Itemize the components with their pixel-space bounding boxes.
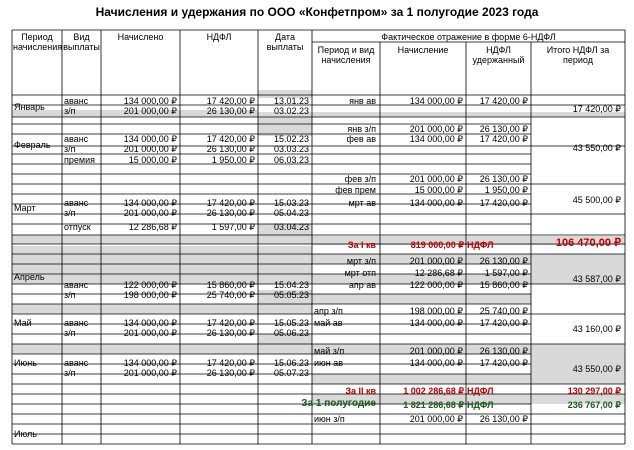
row-type: з/п <box>64 290 76 300</box>
header-fact-group: Фактическое отражение в форме 6-НДФЛ <box>381 32 556 42</box>
total-jan: 17 420,00 ₽ <box>572 104 621 114</box>
fact-withheld: 17 420,00 ₽ <box>479 318 528 328</box>
fact-accrual: 134 000,00 ₽ <box>409 358 463 368</box>
q2-accrued: 1 002 286,68 ₽ <box>403 386 464 396</box>
row-accrued: 122 000,00 ₽ <box>123 280 177 290</box>
fact-period: апр з/п <box>314 306 343 316</box>
fact-withheld: 17 420,00 ₽ <box>479 358 528 368</box>
fact-withheld: 26 130,00 ₽ <box>479 346 528 356</box>
row-paydate: 15.02.23 <box>273 134 309 144</box>
row-ndfl: 26 130,00 ₽ <box>206 144 255 154</box>
row-ndfl: 1 950,00 ₽ <box>211 155 255 165</box>
row-ndfl: 17 420,00 ₽ <box>206 358 255 368</box>
row-ndfl: 17 420,00 ₽ <box>206 318 255 328</box>
row-type: аванс <box>64 96 89 106</box>
fact-withheld: 26 130,00 ₽ <box>479 124 528 134</box>
row-type: аванс <box>64 280 89 290</box>
row-type: з/п <box>64 368 76 378</box>
fact-accrual: 201 000,00 ₽ <box>409 124 463 134</box>
gray-band <box>12 344 312 354</box>
row-type: з/п <box>64 208 76 218</box>
fact-withheld: 15 860,00 ₽ <box>479 280 528 290</box>
fact-accrual: 134 000,00 ₽ <box>409 318 463 328</box>
header-ndfl: НДФЛ <box>206 32 232 42</box>
fact-withheld: 1 950,00 ₽ <box>484 185 528 195</box>
fact-period: апр ав <box>348 280 376 290</box>
fact-period: фев ав <box>346 134 376 144</box>
row-paydate: 03.04.23 <box>273 222 309 232</box>
h1-label: За 1 полугодие <box>301 398 376 409</box>
fact-withheld: 17 420,00 ₽ <box>479 198 528 208</box>
row-accrued: 15 000,00 ₽ <box>128 155 177 165</box>
row-type: з/п <box>64 106 76 116</box>
q1-label: За I кв <box>347 240 376 250</box>
q2-ndfl-label: НДФЛ <box>467 386 494 396</box>
row-type: премия <box>64 155 95 165</box>
fact-withheld: 1 597,00 ₽ <box>484 268 528 278</box>
row-ndfl: 15 860,00 ₽ <box>206 280 255 290</box>
row-paydate: 03.03.23 <box>273 144 309 154</box>
fact-accrual: 201 000,00 ₽ <box>409 346 463 356</box>
row-paydate: 05.07.23 <box>273 368 309 378</box>
fact-period: янв ав <box>349 96 376 106</box>
row-ndfl: 26 130,00 ₽ <box>206 106 255 116</box>
fact-period: июн ав <box>314 358 344 368</box>
h1-ndfl-label: НДФЛ <box>467 400 494 410</box>
month-jan: Январь <box>14 102 45 112</box>
row-accrued: 201 000,00 ₽ <box>123 208 177 218</box>
fact-period: янв з/п <box>347 124 376 134</box>
header-fact-period: Период и вид начисления <box>317 45 375 65</box>
row-accrued: 201 000,00 ₽ <box>123 106 177 116</box>
fact-accrual: 134 000,00 ₽ <box>409 198 463 208</box>
month-jun: Июнь <box>14 358 37 368</box>
gray-band <box>312 294 531 304</box>
fact-period: мрт отп <box>344 268 376 278</box>
fact-accrual: 12 286,68 ₽ <box>414 268 463 278</box>
fact-period: мрт ав <box>348 198 376 208</box>
row-accrued: 201 000,00 ₽ <box>123 368 177 378</box>
fact-accrual: 134 000,00 ₽ <box>409 96 463 106</box>
row-type: з/п <box>64 144 76 154</box>
row-ndfl: 26 130,00 ₽ <box>206 328 255 338</box>
row-accrued: 201 000,00 ₽ <box>123 144 177 154</box>
row-accrued: 12 286,68 ₽ <box>128 222 177 232</box>
row-type: з/п <box>64 328 76 338</box>
row-type: аванс <box>64 134 89 144</box>
row-ndfl: 17 420,00 ₽ <box>206 198 255 208</box>
month-may: Май <box>14 318 32 328</box>
fact-withheld: 26 130,00 ₽ <box>479 174 528 184</box>
row-paydate: 15.05.23 <box>273 318 309 328</box>
row-paydate: 03.02.23 <box>273 106 309 116</box>
q1-accrued: 819 000,00 ₽ <box>410 240 464 250</box>
row-ndfl: 1 597,00 ₽ <box>211 222 255 232</box>
fact-withheld: 26 130,00 ₽ <box>479 256 528 266</box>
document-title: Начисления и удержания по ООО «Конфетпром» за 1 полугодие 2023 года <box>95 5 539 19</box>
row-paydate: 05.06.23 <box>273 328 309 338</box>
fact-accrual: 201 000,00 ₽ <box>409 414 463 424</box>
row-type: аванс <box>64 198 89 208</box>
fact-period: май з/п <box>314 346 345 356</box>
row-accrued: 134 000,00 ₽ <box>123 318 177 328</box>
fact-withheld: 26 130,00 ₽ <box>479 414 528 424</box>
row-paydate: 05.05.23 <box>273 290 309 300</box>
fact-accrual: 201 000,00 ₽ <box>409 256 463 266</box>
fact-period: июн з/п <box>314 414 345 424</box>
total-mar: 45 500,00 ₽ <box>572 195 621 205</box>
row-accrued: 198 000,00 ₽ <box>123 290 177 300</box>
fact-withheld: 25 740,00 ₽ <box>479 306 528 316</box>
month-feb: Февраль <box>14 140 51 150</box>
row-type: отпуск <box>64 222 91 232</box>
header-fact-accrual: Начисление <box>397 45 449 55</box>
row-ndfl: 26 130,00 ₽ <box>206 208 255 218</box>
fact-withheld: 17 420,00 ₽ <box>479 96 528 106</box>
row-paydate: 15.06.23 <box>273 358 309 368</box>
row-ndfl: 26 130,00 ₽ <box>206 368 255 378</box>
total-may: 43 160,00 ₽ <box>572 324 621 334</box>
gray-band <box>12 304 312 314</box>
row-paydate: 15.04.23 <box>273 280 309 290</box>
row-type: аванс <box>64 318 89 328</box>
row-paydate: 15.03.23 <box>273 198 309 208</box>
row-accrued: 134 000,00 ₽ <box>123 96 177 106</box>
q1-total: 106 470,00 ₽ <box>555 237 621 249</box>
total-feb: 43 550,00 ₽ <box>572 143 621 153</box>
gray-band <box>312 374 531 384</box>
row-ndfl: 17 420,00 ₽ <box>206 134 255 144</box>
header-fact-total: Итого НДФЛ за период <box>546 45 610 65</box>
header-period: Период начисления <box>13 32 63 52</box>
header-fact-withheld: НДФЛ удержанный <box>472 45 525 65</box>
month-apr: Апрель <box>14 272 45 282</box>
fact-withheld: 17 420,00 ₽ <box>479 134 528 144</box>
month-mar: Март <box>14 203 36 213</box>
header-paydate: Дата выплаты <box>266 32 304 52</box>
row-accrued: 134 000,00 ₽ <box>123 198 177 208</box>
h1-accrued: 1 821 286,68 ₽ <box>403 400 464 410</box>
q2-label: За II кв <box>345 386 376 396</box>
row-ndfl: 25 740,00 ₽ <box>206 290 255 300</box>
fact-period: май ав <box>314 318 343 328</box>
header-type: Вид выплаты <box>63 32 100 52</box>
fact-period: мрт з/п <box>346 256 376 266</box>
total-jun: 43 550,00 ₽ <box>572 364 621 374</box>
row-accrued: 134 000,00 ₽ <box>123 358 177 368</box>
row-accrued: 134 000,00 ₽ <box>123 134 177 144</box>
row-accrued: 201 000,00 ₽ <box>123 328 177 338</box>
row-paydate: 06.03.23 <box>273 155 309 165</box>
q1-ndfl-label: НДФЛ <box>467 240 494 250</box>
gray-band <box>12 235 312 244</box>
month-jul: Июль <box>14 429 37 439</box>
q2-total: 130 297,00 ₽ <box>567 386 621 396</box>
row-type: аванс <box>64 358 89 368</box>
row-ndfl: 17 420,00 ₽ <box>206 96 255 106</box>
header-accrued: Начислено <box>117 32 164 42</box>
h1-total: 236 767,00 ₽ <box>567 400 621 410</box>
fact-period: фев прем <box>335 185 376 195</box>
total-apr: 43 587,00 ₽ <box>572 274 621 284</box>
fact-period: фев з/п <box>344 174 376 184</box>
fact-accrual: 122 000,00 ₽ <box>409 280 463 290</box>
row-paydate: 13.01.23 <box>273 96 309 106</box>
fact-accrual: 15 000,00 ₽ <box>414 185 463 195</box>
row-paydate: 05.04.23 <box>273 208 309 218</box>
fact-accrual: 134 000,00 ₽ <box>409 134 463 144</box>
fact-accrual: 198 000,00 ₽ <box>409 306 463 316</box>
fact-accrual: 201 000,00 ₽ <box>409 174 463 184</box>
